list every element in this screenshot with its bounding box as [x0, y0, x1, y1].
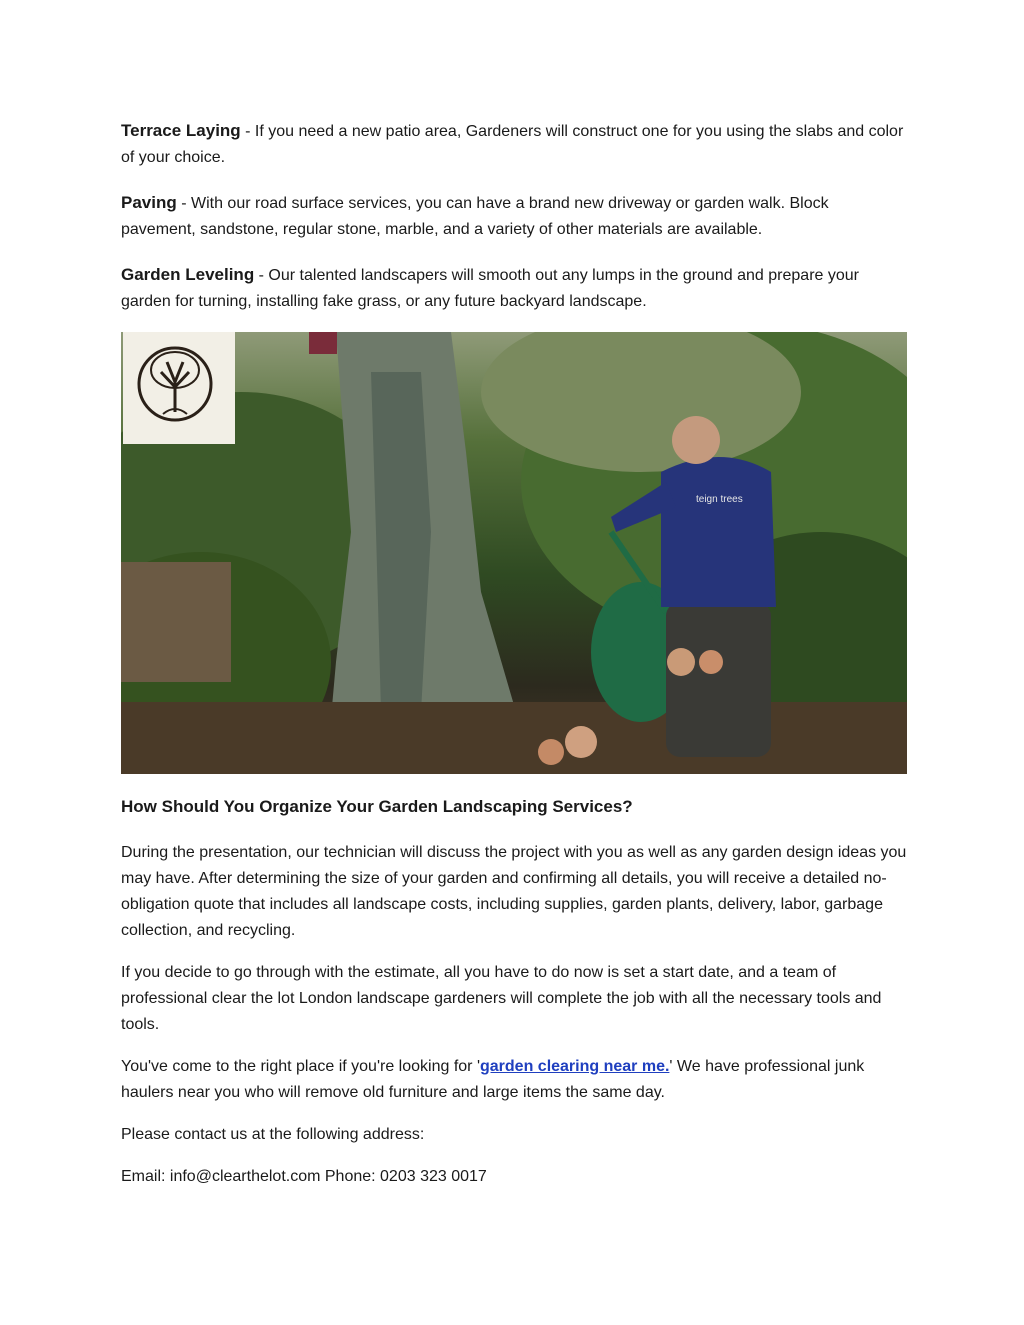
clearthelot-logo	[123, 332, 235, 444]
leveling-paragraph	[121, 262, 907, 315]
terrace-text: - If you need a new patio area, Gardeners will construct one for you using the slabs and color of your choice.	[121, 123, 904, 166]
gardener-photo	[121, 332, 907, 774]
p3-after-text: ' We have professional junk haulers near you who will remove old furniture and large items the same day.	[121, 1058, 865, 1101]
shirt-logo-text: teign trees	[696, 494, 743, 505]
tree-logo-icon	[123, 332, 227, 436]
paragraph-contact-intro: Please contact us at the following address:	[121, 1126, 425, 1143]
paragraph-garden-clearing	[121, 1054, 907, 1106]
terrace-title: Terrace Laying	[121, 121, 241, 140]
terrace-paragraph	[121, 118, 907, 171]
section-heading: How Should You Organize Your Garden Landscaping Services?	[121, 797, 633, 816]
paving-title: Paving	[121, 193, 177, 212]
document-page	[121, 118, 907, 1206]
paragraph-contact-details: Email: info@clearthelot.com Phone: 0203 323 0017	[121, 1168, 487, 1185]
paragraph-estimate: If you decide to go through with the estimate, all you have to do now is set a start date, and a team of professional clear the lot London landscape gardeners will complete the job with all the necessary tools and tools.	[121, 964, 882, 1033]
garden-clearing-link[interactable]: garden clearing near me.	[480, 1058, 670, 1075]
paving-paragraph	[121, 190, 907, 243]
leveling-text: - Our talented landscapers will smooth out any lumps in the ground and prepare your garden for turning, installing fake grass, or any future backyard landscape.	[121, 267, 859, 310]
paving-text: - With our road surface services, you can have a brand new driveway or garden walk. Block pavement, sandstone, regular stone, marble, and a variety of other materials are available.	[121, 195, 829, 238]
p3-before-text: You've come to the right place if you're looking for '	[121, 1058, 480, 1075]
photo-illustration	[121, 332, 907, 774]
leveling-title: Garden Leveling	[121, 265, 255, 284]
paragraph-presentation: During the presentation, our technician will discuss the project with you as well as any garden design ideas you may have. After determining the size of your garden and confirming all details, you will receive a detailed no-obligation quote that includes all landscape costs, including supplies, garden plants, delivery, labor, garbage collection, and recycling.	[121, 844, 907, 939]
